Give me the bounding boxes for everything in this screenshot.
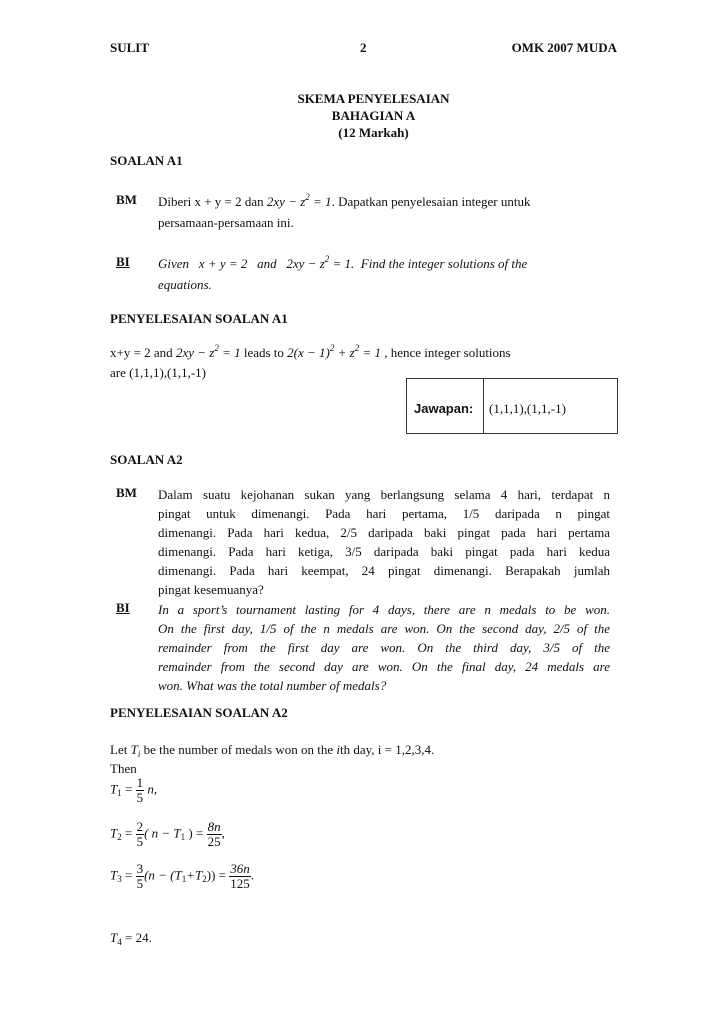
bi-eq2-rest: = 1. <box>329 256 355 271</box>
bm-line: Dalam suatu kejohanan sukan yang berlangsung selama 4 hari, terdapat n <box>158 487 610 502</box>
bi-and: and <box>257 256 277 271</box>
t2-den2: 25 <box>207 834 221 849</box>
t2-mid-sub: 1 <box>180 832 186 843</box>
t1-den: 5 <box>136 790 144 805</box>
t2-fraction <box>136 820 145 849</box>
bm-line-2: persamaan-persamaan ini. <box>158 215 294 230</box>
t1-fraction <box>136 776 145 805</box>
bm-line: pingat kesemuanya? <box>158 582 264 597</box>
bm-eq-rest: = 1 <box>309 194 332 209</box>
t4-rhs: = 24. <box>121 930 152 945</box>
answer-label: Jawapan: <box>414 401 474 416</box>
t1-num: 1 <box>136 775 144 790</box>
t3-plus: +T <box>186 867 203 883</box>
t4-sub: 4 <box>117 937 122 947</box>
bi-line: remainder from the first day are won. On the third day, 3/5 of the <box>158 640 610 655</box>
answer-value: (1,1,1),(1,1,-1) <box>489 401 566 416</box>
question-a2-bm-text <box>158 485 610 599</box>
sol-mid: leads to <box>243 345 284 360</box>
t2-num: 2 <box>136 819 144 834</box>
sol-eq2-mid: + z <box>334 345 355 360</box>
sol-eq2-exp2: 2 <box>354 343 360 353</box>
t3-lhs: T <box>110 867 118 883</box>
t4-lhs: T <box>110 930 118 945</box>
bi-line-2: equations. <box>158 277 212 292</box>
title-line-2: BAHAGIAN A <box>331 108 416 123</box>
bi-rest: Find the integer solutions of the <box>360 256 528 271</box>
t1-lhs: T <box>110 781 118 797</box>
t3-sub: 3 <box>117 874 122 885</box>
question-a1-bi-text <box>158 254 610 294</box>
t3-mid-end: )) = <box>206 867 230 883</box>
bm-line: dimenangi. Pada hari ketiga, 3/5 daripada baki pingat pada hari kedua <box>158 544 610 559</box>
bi-eq2-exp: 2 <box>324 254 330 264</box>
bm-eq-exp: 2 <box>305 192 310 202</box>
bi-tag: BI <box>116 254 130 269</box>
bi-tag: BI <box>116 600 130 615</box>
solution-a2-heading: PENYELESAIAN SOALAN A2 <box>110 705 288 720</box>
bm-tag: BM <box>116 192 137 207</box>
equation-t2 <box>110 820 225 860</box>
answer-box <box>406 378 618 434</box>
question-a2-heading: SOALAN A2 <box>110 452 183 467</box>
bi-given: Given <box>158 256 190 271</box>
t3-fraction <box>136 862 145 891</box>
t3-den2: 125 <box>230 876 250 891</box>
t2-lhs: T <box>110 825 118 841</box>
sol-eq2 <box>287 345 381 360</box>
sol-eq1-rest: = 1 <box>218 345 241 360</box>
equation-t4 <box>110 928 617 949</box>
solution-a2-then: Then <box>110 761 137 776</box>
t2-sub: 2 <box>117 832 122 843</box>
t3-num: 3 <box>136 861 144 876</box>
t3-end: . <box>250 867 255 883</box>
equation-t1 <box>110 776 157 816</box>
t3-num2: 36n <box>230 861 250 876</box>
bi-line: won. What was the total number of medals? <box>158 678 387 693</box>
bm-equation <box>267 194 332 209</box>
sol-eq2-exp1: 2 <box>329 343 335 353</box>
sol-eq1-lhs: 2xy − z <box>175 345 215 360</box>
solution-a1-heading: PENYELESAIAN SOALAN A1 <box>110 311 288 326</box>
let-var: T <box>130 742 138 757</box>
t3-mid: (n − (T <box>144 867 182 883</box>
solution-a2-let <box>110 740 617 761</box>
let-sub: i <box>137 749 141 759</box>
t2-result-fraction <box>207 820 222 849</box>
t1-sub: 1 <box>117 788 122 799</box>
question-a1-bm-text <box>158 192 610 232</box>
let-range: i = 1,2,3,4. <box>377 742 435 757</box>
let-mid: be the number of medals won on the <box>143 742 334 757</box>
t2-eq: = <box>121 825 136 841</box>
t3-eq: = <box>121 867 136 883</box>
t2-mid: ( n − T <box>144 825 181 841</box>
question-a2-bi-text <box>158 600 610 695</box>
page-number: 2 <box>360 40 367 55</box>
bi-line: In a sport’s tournament lasting for 4 days, there are n medals to be won. <box>158 602 610 617</box>
bm-tag: BM <box>116 485 137 500</box>
page-title <box>110 90 617 141</box>
bi-line: On the first day, 1/5 of the n medals are won. On the second day, 2/5 of the <box>158 621 610 636</box>
bi-eq2-lhs: 2xy − z <box>286 256 325 271</box>
t2-num2: 8n <box>207 819 221 834</box>
sol-eq2-rest: = 1 <box>359 345 381 360</box>
bm-line: pingat untuk dimenangi. Pada hari pertama, 1/5 daripada n pingat <box>158 506 610 521</box>
sol-suffix: , hence integer solutions <box>384 345 511 360</box>
sol-prefix: x+y = 2 and <box>110 345 173 360</box>
sol-eq1 <box>176 345 241 360</box>
answer-label-cell <box>407 379 484 433</box>
t3-mid-sub2: 2 <box>202 874 207 885</box>
title-line-3: (12 Markah) <box>338 125 409 140</box>
header-classification: SULIT <box>110 40 150 55</box>
t3-den: 5 <box>136 876 144 891</box>
sol-eq1-exp: 2 <box>214 343 219 353</box>
t3-mid-sub1: 1 <box>181 874 187 885</box>
t1-rhs: n, <box>147 781 158 797</box>
question-a1-heading: SOALAN A1 <box>110 153 183 168</box>
t2-end: , <box>221 825 225 841</box>
bi-line: remainder from the second day are won. On the final day, 24 medals are <box>158 659 610 674</box>
header-exam-code: OMK 2007 MUDA <box>511 40 617 55</box>
t3-result-fraction <box>229 862 251 891</box>
bi-eq2 <box>286 256 354 271</box>
t1-eq: = <box>121 781 136 797</box>
solution-a1-line-1 <box>110 343 617 364</box>
bm-prefix: Diberi x + y = 2 dan <box>158 194 264 209</box>
bm-line: dimenangi. Pada hari keempat, 24 pingat dimenangi. Berapakah jumlah <box>158 563 610 578</box>
solution-a1-line-2: are (1,1,1),(1,1,-1) <box>110 365 207 380</box>
equation-t3 <box>110 862 254 902</box>
title-line-1: SKEMA PENYELESAIAN <box>297 91 450 106</box>
bm-line: dimenangi. Pada hari kedua, 2/5 daripada baki pingat pada hari pertama <box>158 525 610 540</box>
let-variable <box>131 742 141 757</box>
sol-eq2-lhs: 2(x − 1) <box>287 345 330 360</box>
bi-eq1: x + y = 2 <box>198 256 248 271</box>
bm-eq-lhs: 2xy − z <box>266 194 306 209</box>
let-th: th day, <box>340 742 375 757</box>
bm-suffix: . Dapatkan penyelesaian integer untuk <box>331 194 531 209</box>
t2-den: 5 <box>136 834 144 849</box>
t2-mid-end: ) = <box>185 825 207 841</box>
let-i: i <box>336 742 340 757</box>
page-header <box>110 40 617 58</box>
let-prefix: Let <box>110 742 128 757</box>
